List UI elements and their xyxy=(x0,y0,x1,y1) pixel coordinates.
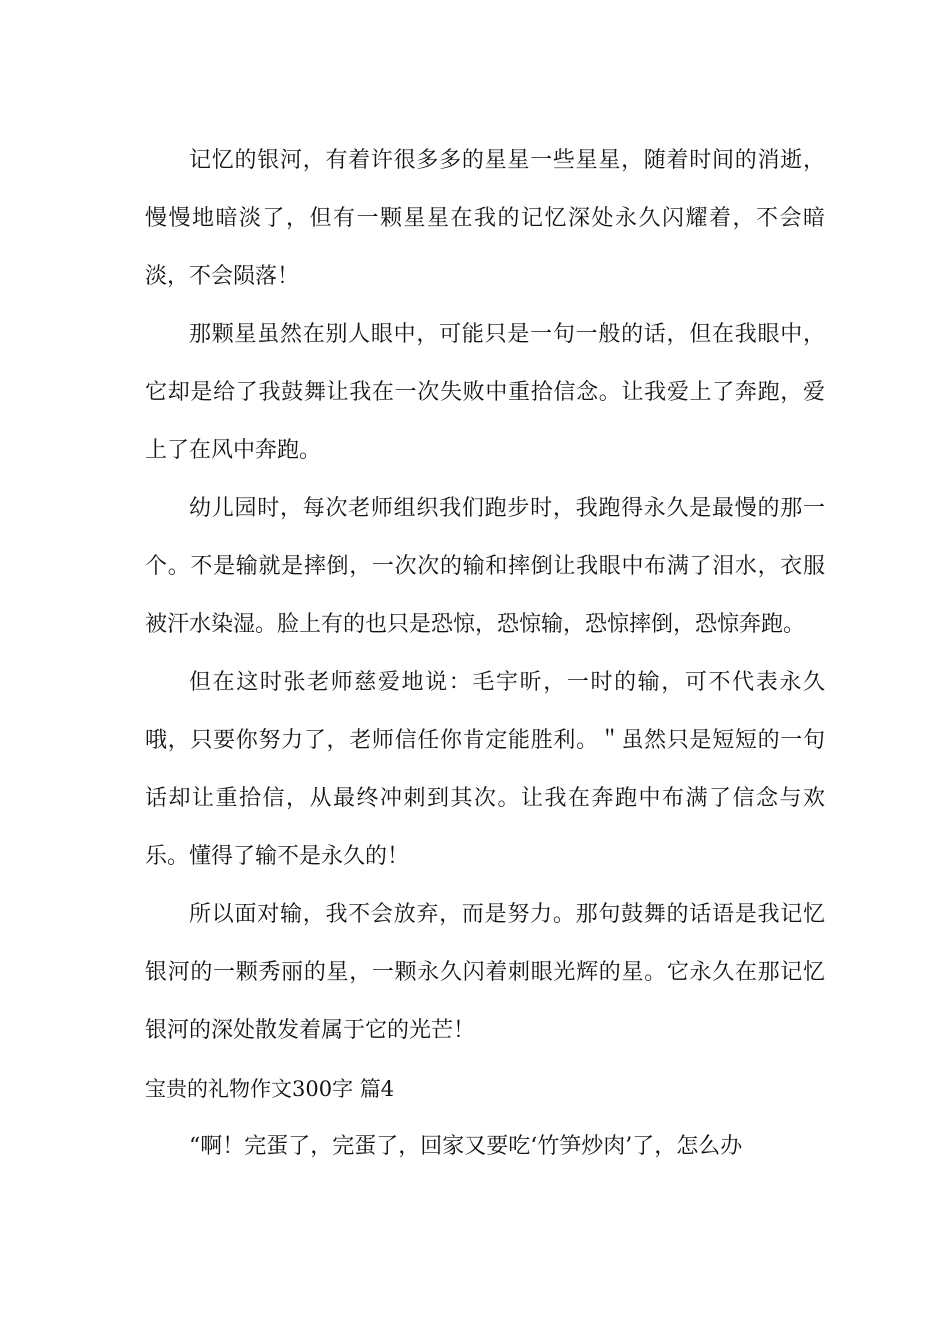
paragraph-3: 幼儿园时，每次老师组织我们跑步时，我跑得永久是最慢的那一个。不是输就是摔倒，一次次的输和摔倒让我眼中布满了泪水，衣服被汗水染湿。脸上有的也只是恐惊，恐惊输，恐惊摔倒，恐惊奔跑。 xyxy=(145,496,825,637)
paragraph-4: 但在这时张老师慈爱地说：毛宇昕，一时的输，可不代表永久哦，只要你努力了，老师信任你肯定能胜利。＂虽然只是短短的一句话却让重拾信，从最终冲刺到其次。让我在奔跑中布满了信念与欢乐。懂得了输不是永久的！ xyxy=(145,670,825,869)
paragraph-1: 记忆的银河，有着许很多多的星星一些星星，随着时间的消逝，慢慢地暗淡了，但有一颗星星在我的记忆深处永久闪耀着，不会暗淡，不会陨落！ xyxy=(145,148,825,289)
paragraph-6: “啊！完蛋了，完蛋了，回家又要吃‘竹笋炒肉’了，怎么办 xyxy=(189,1134,743,1159)
document-page xyxy=(145,132,825,1176)
section-heading: 宝贵的礼物作文300字 篇4 xyxy=(145,1077,395,1101)
paragraph-5: 所以面对输，我不会放弃，而是努力。那句鼓舞的话语是我记忆银河的一颗秀丽的星，一颗永久闪着刺眼光辉的星。它永久在那记忆银河的深处散发着属于它的光芒！ xyxy=(145,902,825,1043)
paragraph-2: 那颗星虽然在别人眼中，可能只是一句一般的话，但在我眼中，它却是给了我鼓舞让我在一次失败中重拾信念。让我爱上了奔跑，爱上了在风中奔跑。 xyxy=(145,322,825,463)
